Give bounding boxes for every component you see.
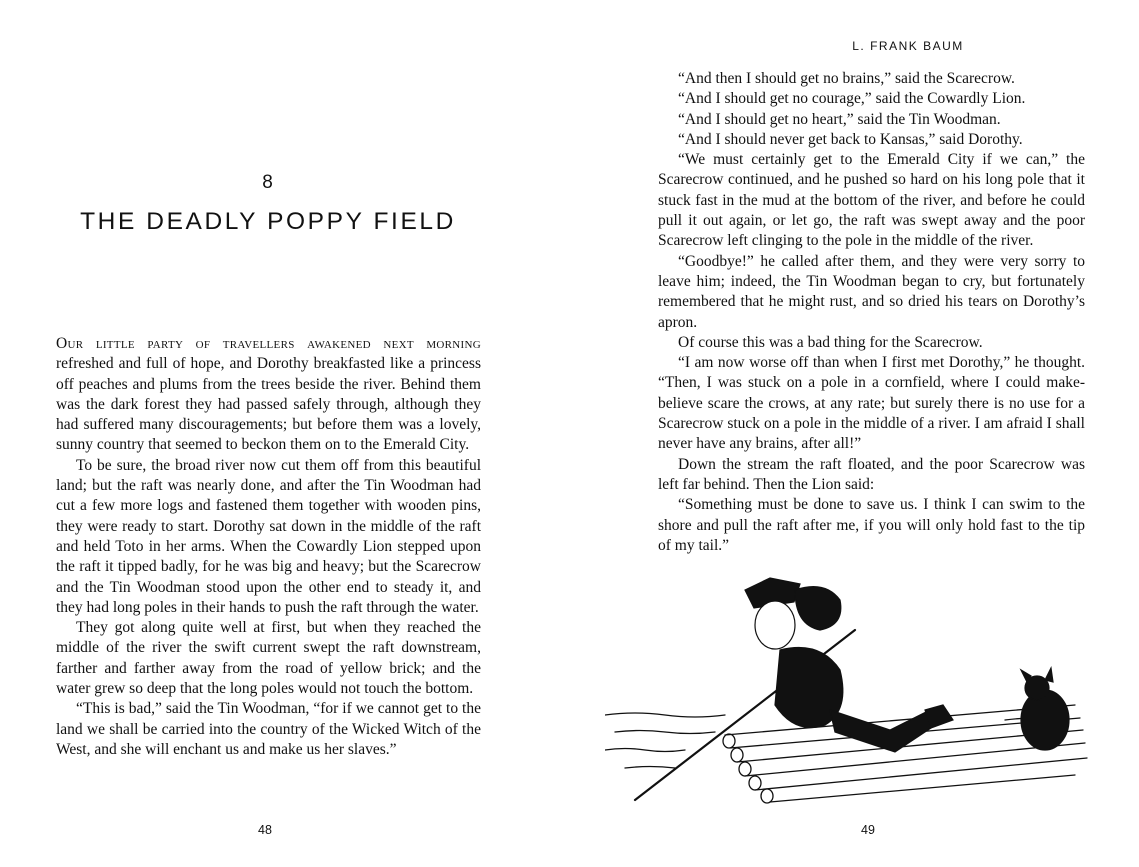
paragraph: “Goodbye!” he called after them, and they were very sorry to leave him; indeed, the Tin Woodman began to cry, but fortunately remembered that he might rust, and so dried his tears on Dorothy’s apron. xyxy=(658,252,1085,331)
paragraph: “We must certainly get to the Emerald City if we can,” the Scarecrow continued, and he pushed so hard on his long pole that it stuck fast in the mud at the bottom of the river, and before he could pull it out again, or let go, the raft was swept away and the poor Scarecrow left clinging to the pole in the middle of the river. xyxy=(658,151,1085,250)
paragraph: “This is bad,” said the Tin Woodman, “for if we cannot get to the land we shall be carried into the country of the Wicked Witch of the West, and she will enchant us and make us her slaves.” xyxy=(56,700,481,758)
log-end xyxy=(731,748,743,762)
log-end xyxy=(723,734,735,748)
paragraph: “Something must be done to save us. I think I can swim to the shore and pull the raft after me, if you will only hold fast to the tip of my tail.” xyxy=(658,496,1085,554)
paragraph: “And then I should get no brains,” said the Scarecrow. xyxy=(678,70,1015,87)
left-page xyxy=(0,0,560,867)
chapter-number: 8 xyxy=(262,172,274,193)
right-page xyxy=(570,0,1139,867)
raft-log xyxy=(745,743,1085,776)
right-body-text xyxy=(658,69,1085,556)
page-number: 49 xyxy=(861,823,875,837)
paragraph: Of course this was a bad thing for the Scarecrow. xyxy=(678,333,983,351)
water-ripple xyxy=(625,767,675,769)
log-end xyxy=(761,789,773,803)
paragraph: To be sure, the broad river now cut them off from this beautiful land; but the raft was nearly done, and after the Tin Woodman had cut a few more logs and fastened them together with wooden pins, they were ready to start. Dorothy sat down in the middle of the raft and held Toto in her arms. When the Cowardly Lion stepped upon the raft it tipped badly, for he was big and heavy; but the Scarecrow and the Tin Woodman stood upon the other end to steady it, and they had long poles in their hands to push the raft through the water. xyxy=(56,456,481,616)
page-number: 48 xyxy=(258,823,272,837)
paragraph: “And I should get no heart,” said the Tin Woodman. xyxy=(678,110,1001,128)
water-ripple xyxy=(615,731,715,734)
paragraph-text: refreshed and full of hope, and Dorothy breakfasted like a princess off peaches and plums from the trees beside the river. Behind them was the dark forest they had passed safely through, although they had suffered many discouragements; but before them was a lovely, sunny country that seemed to beckon them on to the Emerald City. xyxy=(56,355,481,454)
water-ripple xyxy=(605,749,685,752)
opening-smallcaps: Our little party of travellers awakened next morning xyxy=(56,335,481,352)
scarecrow-collar xyxy=(795,587,841,630)
raft-log xyxy=(755,758,1087,790)
log-end xyxy=(749,776,761,790)
running-head: L. FRANK BAUM xyxy=(852,39,964,53)
chapter-title: THE DEADLY POPPY FIELD xyxy=(80,208,456,235)
left-body-text xyxy=(56,334,481,760)
scarecrow-head xyxy=(755,601,795,649)
paragraph: “And I should get no courage,” said the Cowardly Lion. xyxy=(678,90,1026,108)
paragraph: “And I should never get back to Kansas,” said Dorothy. xyxy=(678,130,1023,148)
paragraph: Down the stream the raft floated, and the poor Scarecrow was left far behind. Then the Lion said: xyxy=(658,455,1085,493)
scarecrow-raft-illustration xyxy=(605,570,1090,810)
toto-body xyxy=(1021,690,1069,750)
raft-log xyxy=(770,775,1075,802)
log-end xyxy=(739,762,751,776)
paragraph xyxy=(56,334,481,456)
water-ripple xyxy=(605,713,725,717)
scarecrow-legs xyxy=(830,710,940,752)
paragraph: They got along quite well at first, but when they reached the middle of the river the swift current swept the raft downstream, farther and farther away from the road of yellow brick; and the water grew so deep that the long poles would not touch the bottom. xyxy=(56,619,481,698)
paragraph: “I am now worse off than when I first met Dorothy,” he thought. “Then, I was stuck on a pole in a cornfield, where I could make-believe scare the crows, at any rate; but surely there is no use for a Scarecrow stuck on a pole in the middle of a river. I am afraid I shall never have any brains, after all!” xyxy=(658,354,1085,453)
